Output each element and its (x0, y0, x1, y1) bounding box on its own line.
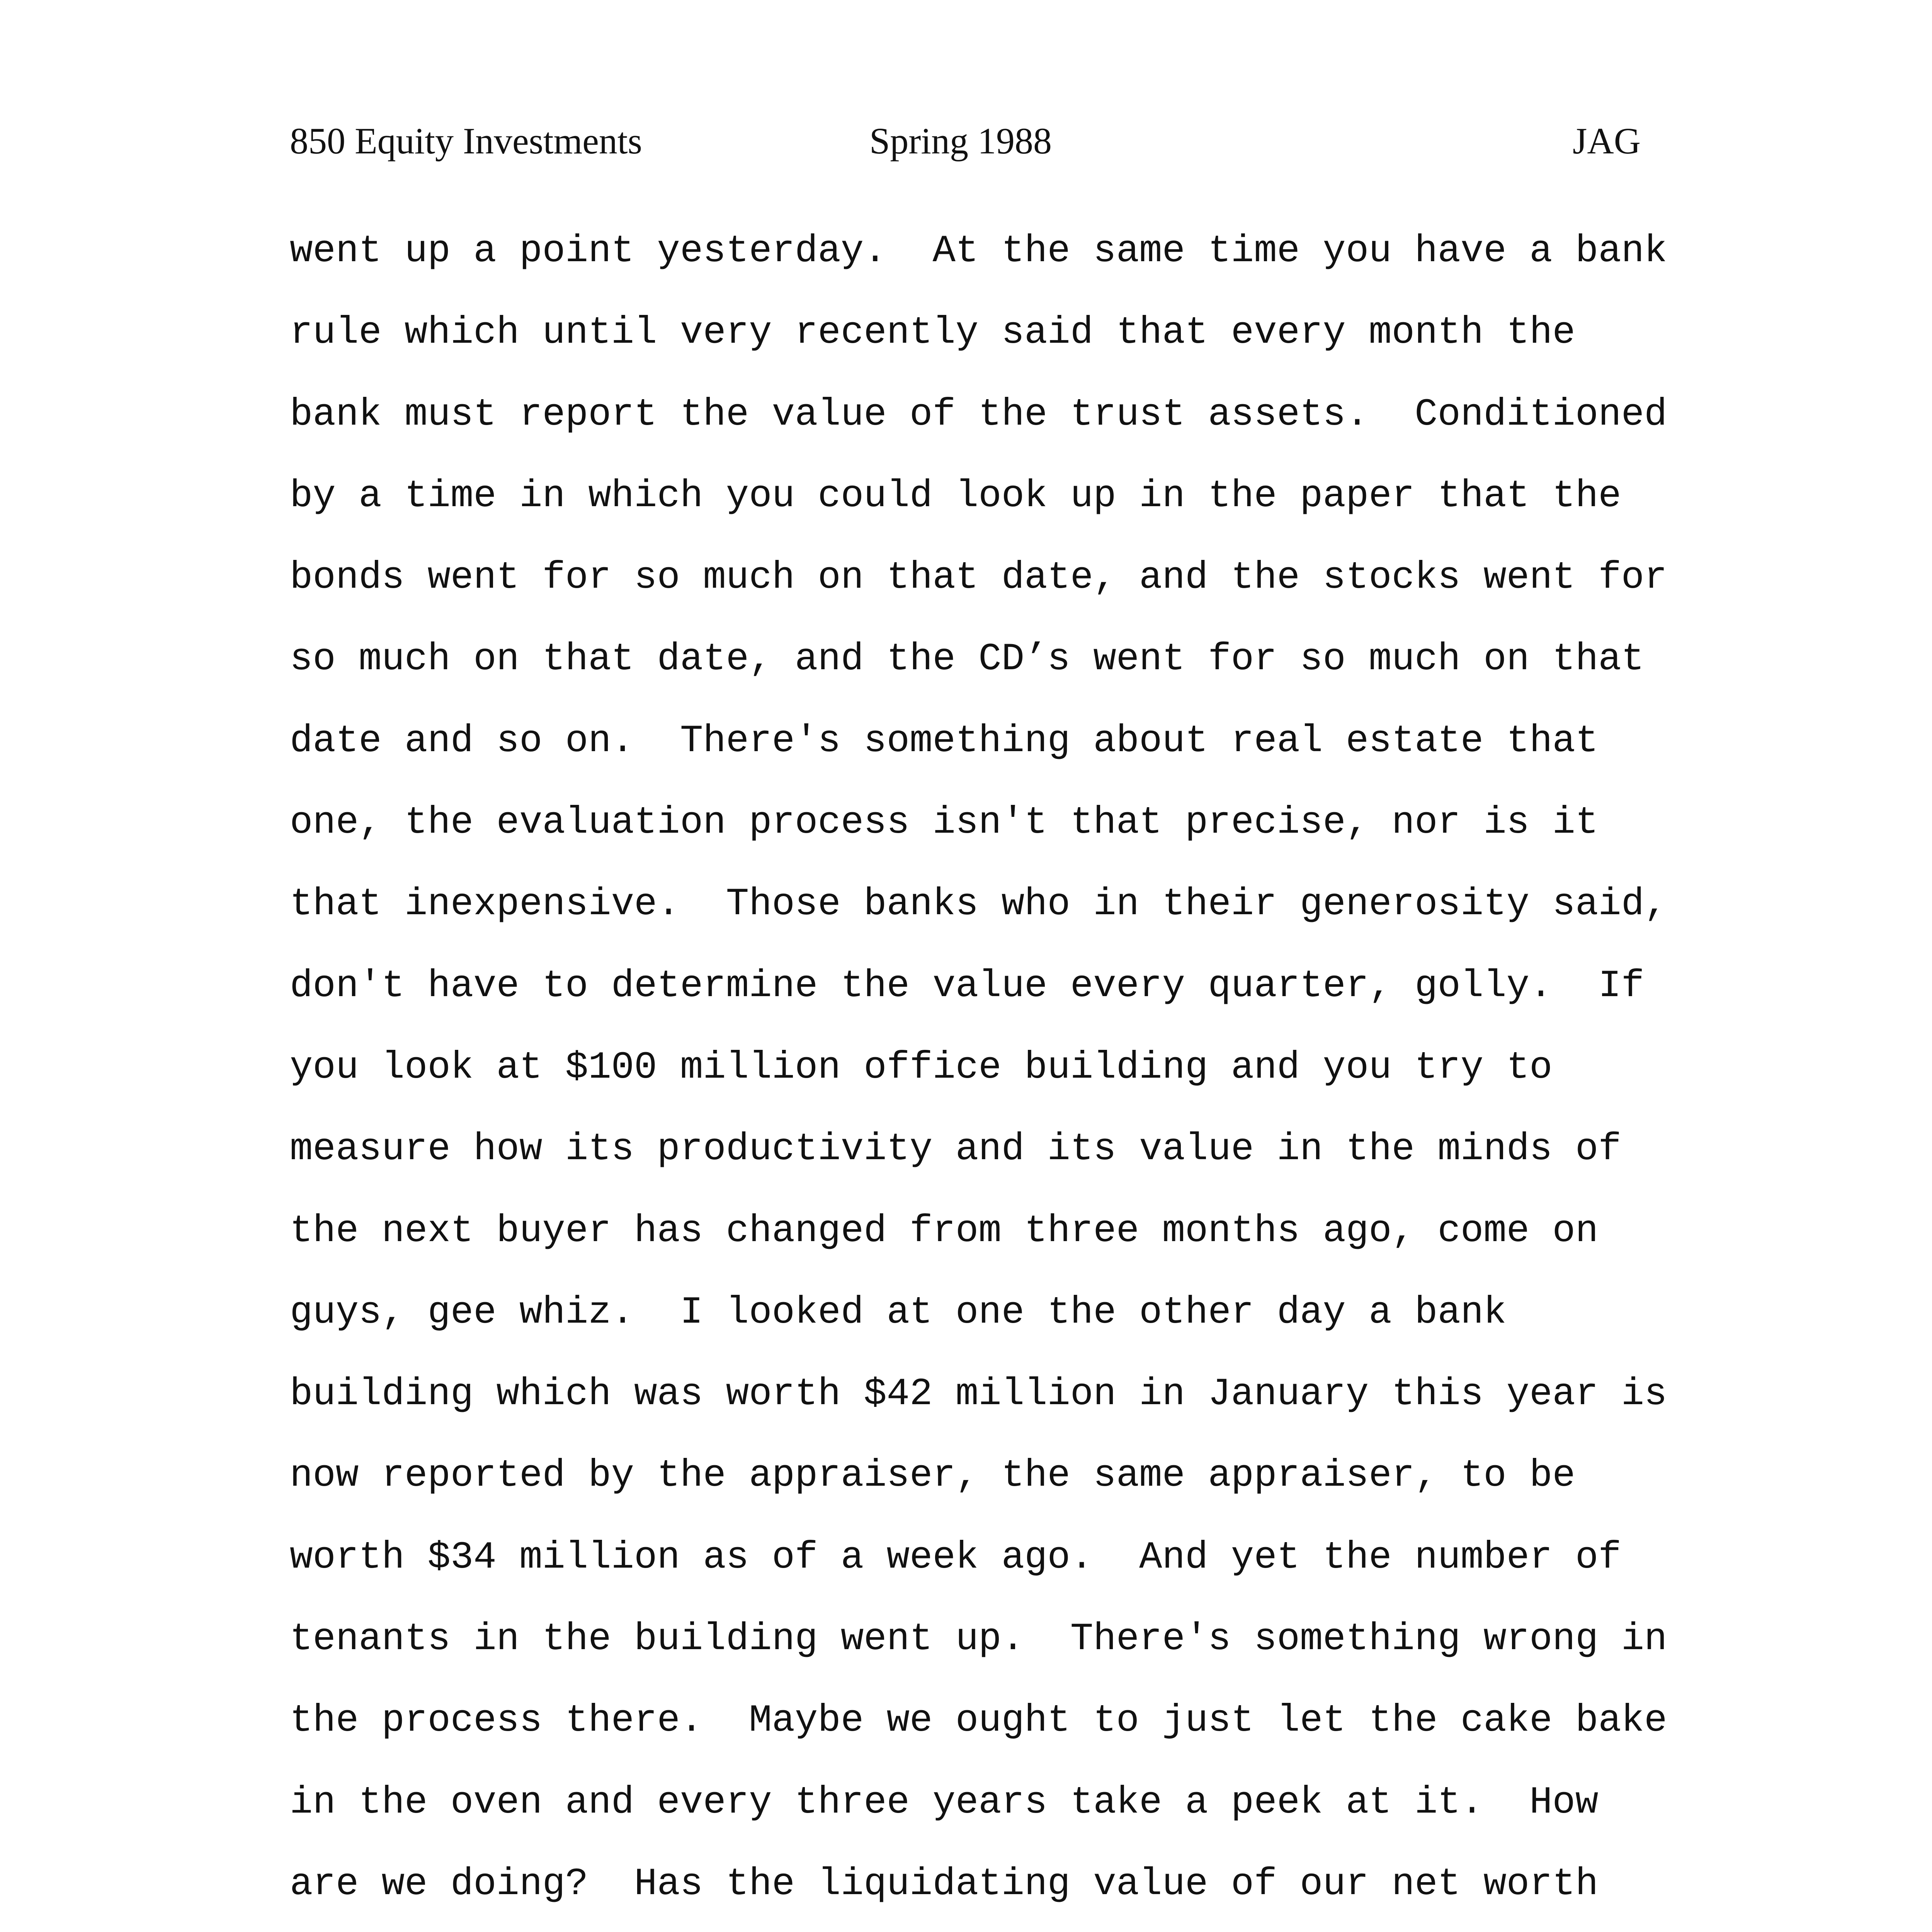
text-line: the next buyer has changed from three months ago, come on (290, 1209, 1599, 1253)
header-course: 850 Equity Investments (290, 120, 642, 162)
header-initials: JAG (1573, 120, 1641, 162)
text-line: measure how its productivity and its value in the minds of (290, 1128, 1621, 1171)
text-line: in the oven and every three years take a peek at it. How (290, 1781, 1599, 1824)
text-line: so much on that date, and the CD’s went for so much on that (290, 638, 1645, 681)
text-line: went up a point yesterday. At the same time you have a bank (290, 230, 1667, 273)
text-line: building which was worth $42 million in January this year is (290, 1372, 1667, 1416)
text-line: now reported by the appraiser, the same appraiser, to be (290, 1454, 1575, 1498)
text-line: that inexpensive. Those banks who in their generosity said, (290, 883, 1667, 926)
text-line: don't have to determine the value every quarter, golly. If (290, 964, 1645, 1008)
text-line: worth $34 million as of a week ago. And yet the number of (290, 1536, 1621, 1579)
text-line: rule which until very recently said that every month the (290, 311, 1575, 355)
text-line: tenants in the building went up. There's something wrong in (290, 1617, 1667, 1661)
page-header (0, 112, 1932, 170)
text-line: by a time in which you could look up in the paper that the (290, 474, 1621, 518)
text-line: you look at $100 million office building and you try to (290, 1046, 1553, 1089)
header-term: Spring 1988 (869, 120, 1052, 162)
text-line: the process there. Maybe we ought to just let the cake bake (290, 1699, 1667, 1743)
text-line: bonds went for so much on that date, and the stocks went for (290, 556, 1667, 600)
text-line: bank must report the value of the trust assets. Conditioned (290, 393, 1667, 436)
text-line: date and so on. There's something about real estate that (290, 719, 1599, 763)
text-line: guys, gee whiz. I looked at one the other day a bank (290, 1291, 1507, 1334)
body-text (290, 224, 1719, 1932)
text-line: one, the evaluation process isn't that precise, nor is it (290, 801, 1599, 845)
text-line: are we doing? Has the liquidating value of our net worth (290, 1862, 1599, 1906)
